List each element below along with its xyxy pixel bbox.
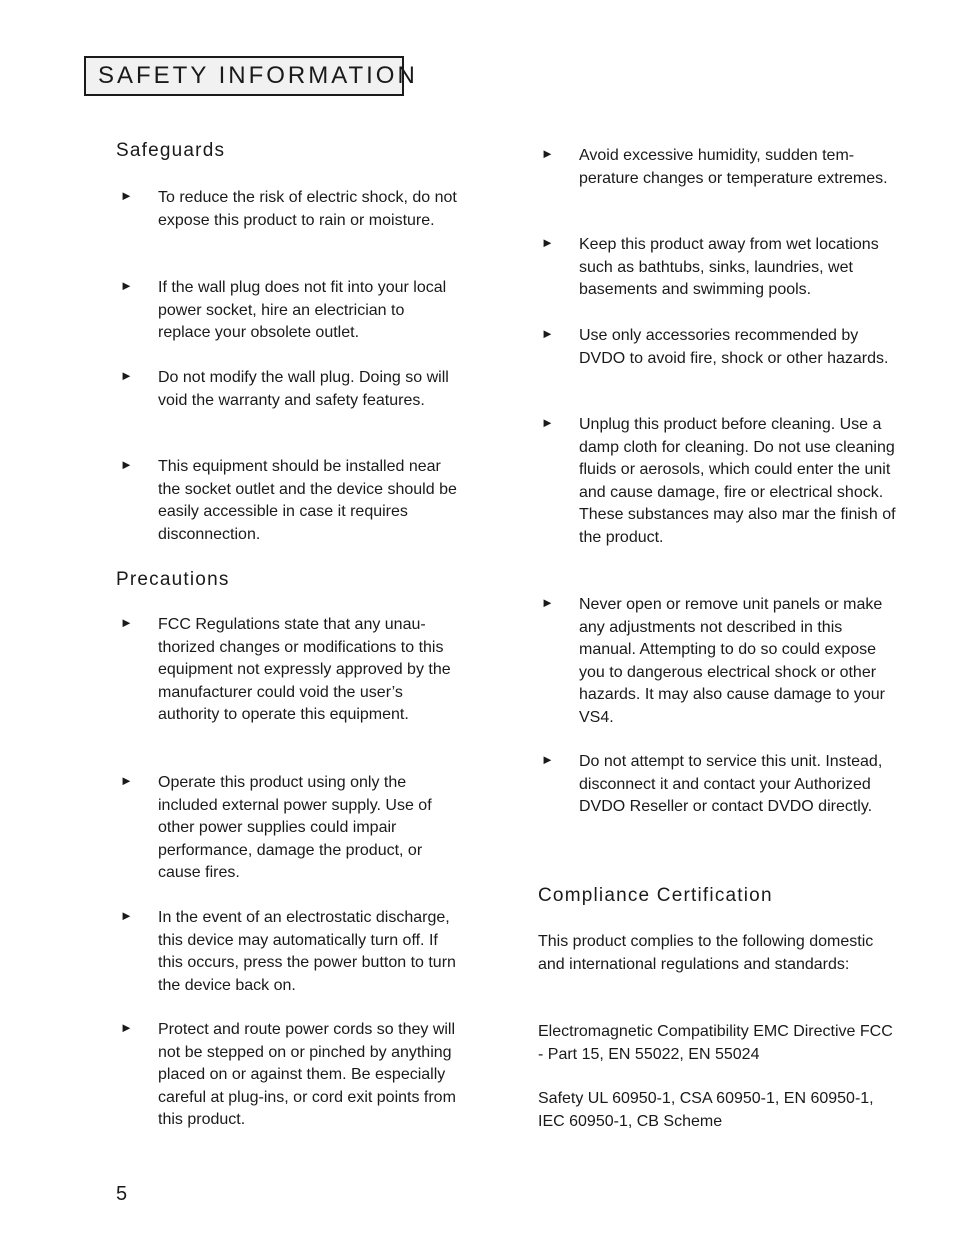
- bullet-arrow-icon: ►: [120, 278, 133, 293]
- section-heading-safeguards: Safeguards: [116, 140, 226, 161]
- bullet-arrow-icon: ►: [541, 752, 554, 767]
- bullet-arrow-icon: ►: [120, 188, 133, 203]
- compliance-intro: This product complies to the following domestic and international regulations and standards:: [538, 933, 874, 973]
- bullet-arrow-icon: ►: [541, 235, 554, 250]
- compliance-safety: Safety UL 60950-1, CSA 60950-1, EN 60950-1, IEC 60950-1, CB Scheme: [538, 1090, 874, 1130]
- page-number: 5: [116, 1183, 128, 1205]
- bullet-arrow-icon: ►: [120, 615, 133, 630]
- bullet-arrow-icon: ►: [120, 368, 133, 383]
- page-title: SAFETY INFORMATION: [84, 56, 404, 96]
- bullet-arrow-icon: ►: [541, 326, 554, 341]
- bullet-arrow-icon: ►: [120, 773, 133, 788]
- bullet-arrow-icon: ►: [120, 1020, 133, 1035]
- bullet-arrow-icon: ►: [541, 146, 554, 161]
- bullet-arrow-icon: ►: [120, 457, 133, 472]
- bullet-arrow-icon: ►: [541, 415, 554, 430]
- bullet-arrow-icon: ►: [120, 908, 133, 923]
- bullet-arrow-icon: ►: [541, 595, 554, 610]
- section-heading-compliance: Compliance Certification: [538, 885, 773, 906]
- compliance-emc: Electromagnetic Compatibility EMC Directive FCC - Part 15, EN 55022, EN 55024: [538, 1023, 893, 1063]
- section-heading-precautions: Precautions: [116, 569, 230, 590]
